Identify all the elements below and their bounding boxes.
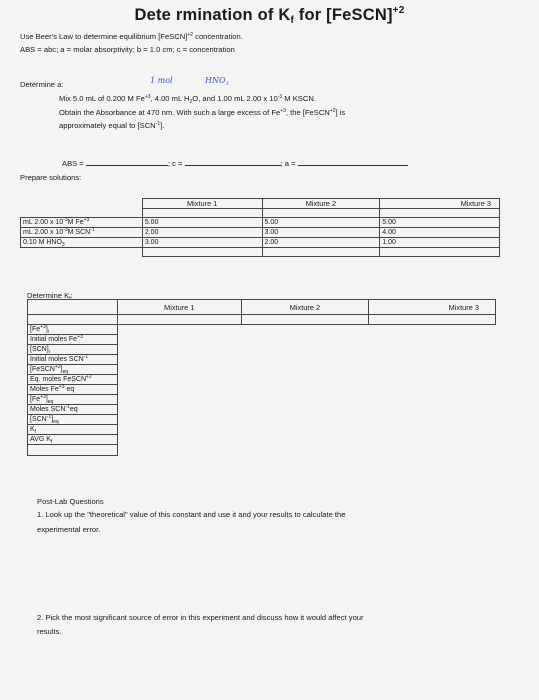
spacer-cell: [21, 248, 143, 257]
table-row: [28, 335, 496, 345]
post-lab-heading: Post-Lab Questions: [37, 497, 104, 506]
spacer-cell: [28, 445, 118, 456]
spacer-cell: [142, 209, 262, 218]
cell-value[interactable]: 4.00: [380, 228, 500, 238]
table-row: [28, 365, 496, 375]
table-row: [28, 355, 496, 365]
question-2-line-1: 2. Pick the most significant source of error in this experiment and discuss how it would affect your: [37, 613, 364, 622]
table-row: [28, 425, 496, 435]
table-row: [28, 345, 496, 355]
determine-a-label: Determine a:: [20, 80, 64, 89]
spacer-cell: [262, 209, 380, 218]
header-mixture-3: Mixture 3: [380, 199, 500, 209]
handwritten-note-mol: 1 mol: [150, 76, 173, 85]
determine-kf-table: [27, 299, 496, 456]
table-row: [28, 415, 496, 425]
table-row: [21, 248, 500, 257]
page-title: Dete rmination of $K_f$ for [FeSCN]$^{+2}$: [134, 5, 405, 26]
prepare-solutions-label: Prepare solutions:: [20, 173, 82, 182]
row-label: mL 2.00 x $10^{-3}M$ $Fe^{+3}$: [21, 218, 143, 228]
cell-value[interactable]: 5.00: [262, 218, 380, 228]
cell-value[interactable]: 1.00: [380, 238, 500, 248]
table-header-row: [21, 199, 500, 209]
mixture-2-column[interactable]: [241, 315, 369, 325]
question-1-line-2: experimental error.: [37, 525, 101, 534]
question-1-line-1: 1. Look up the "theoretical" value of this constant and use it and your results to calculate the: [37, 510, 346, 519]
table-row: [21, 238, 500, 248]
header-mixture-2: Mixture 2: [262, 199, 380, 209]
table-row: [28, 445, 496, 456]
header-mixture-1: Mixture 1: [117, 300, 241, 315]
row-label: mL 2.00 x $10^{-3}M$ $SCN^{-1}$: [21, 228, 143, 238]
row-label: AVG $K_f$: [28, 435, 118, 445]
table-row: [28, 325, 496, 335]
row-label: Eq. moles FeSCN$^{+2}$: [28, 375, 118, 385]
table-row: [28, 385, 496, 395]
a-blank[interactable]: [298, 165, 408, 166]
determine-kf-label: Determine $K_f$:: [27, 291, 73, 302]
table-row: [28, 315, 496, 325]
row-label: 0.10 M $HNO_3$: [21, 238, 143, 248]
spacer-cell: [21, 209, 143, 218]
cell-value[interactable]: 5.00: [142, 218, 262, 228]
empty-header-cell: [28, 300, 118, 315]
cell-value[interactable]: 3.00: [262, 228, 380, 238]
row-label: Initial moles $Fe^{+3}$: [28, 335, 118, 345]
abs-line: ABS = ; c = ; a =: [62, 159, 408, 169]
cell-value[interactable]: 2.00: [142, 228, 262, 238]
cell-value[interactable]: 5.00: [380, 218, 500, 228]
empty-header-cell: [21, 199, 143, 209]
row-label: Initial moles $SCN^{-1}$: [28, 355, 118, 365]
spacer-cell: [142, 248, 262, 257]
table-row: [28, 435, 496, 445]
row-label: $[Fe^{+3}]_i$: [28, 325, 118, 335]
table-row: [28, 395, 496, 405]
cell-value[interactable]: 3.00: [142, 238, 262, 248]
spacer-cell: [380, 209, 500, 218]
row-label: Moles $SCN^{-1}eq$: [28, 405, 118, 415]
row-label: $[Fe^{+3}]_{eq}$: [28, 395, 118, 405]
handwritten-note-hno3: $HNO_3$: [205, 76, 229, 87]
header-mixture-3: Mixture 3: [369, 300, 496, 315]
table-row: [21, 218, 500, 228]
table-row: [28, 405, 496, 415]
spacer-cell: [262, 248, 380, 257]
cell-value[interactable]: 2.00: [262, 238, 380, 248]
header-mixture-1: Mixture 1: [142, 199, 262, 209]
prepare-solutions-table: [20, 198, 500, 257]
question-2-line-2: results.: [37, 627, 62, 636]
table-header-row: [28, 300, 496, 315]
spacer-cell: [380, 248, 500, 257]
intro-line-2: ABS = abc; a = molar absorptivity; b = 1.0 cm; c = concentration: [20, 45, 235, 54]
header-mixture-2: Mixture 2: [241, 300, 369, 315]
mix-instruction: Mix 5.0 mL of 0.200 M $Fe^{+3}$, 4.00 mL $H_2O$, and 1.00 mL 2.00 x $10^{-3}$ M KSCN.: [59, 94, 316, 105]
table-row: [21, 228, 500, 238]
table-row: [21, 209, 500, 218]
abs-blank[interactable]: [86, 165, 168, 166]
intro-line-1: Use Beer's Law to determine equilibrium [FeSCN]$^{+2}$ concentration.: [20, 32, 243, 41]
mixture-1-column[interactable]: [117, 315, 241, 325]
row-label: $[FeSCN^{+2}]_{eq}$: [28, 365, 118, 375]
row-label: Moles $Fe^{+3}$ eq: [28, 385, 118, 395]
c-blank[interactable]: [185, 165, 281, 166]
row-label: $[SCN^{-1}]_{eq}$: [28, 415, 118, 425]
approx-instruction: approximately equal to $[SCN^{-1}]$.: [59, 121, 165, 130]
row-label: $K_f$: [28, 425, 118, 435]
mixture-3-column[interactable]: [369, 315, 496, 325]
row-label: $[SCN]_i$: [28, 345, 118, 355]
table-row: [28, 375, 496, 385]
obtain-instruction: Obtain the Absorbance at 470 nm. With such a large excess of $Fe^{+3}$, the [FeSCN$^{+2}$] is: [59, 108, 346, 117]
spacer-cell: [28, 315, 118, 325]
